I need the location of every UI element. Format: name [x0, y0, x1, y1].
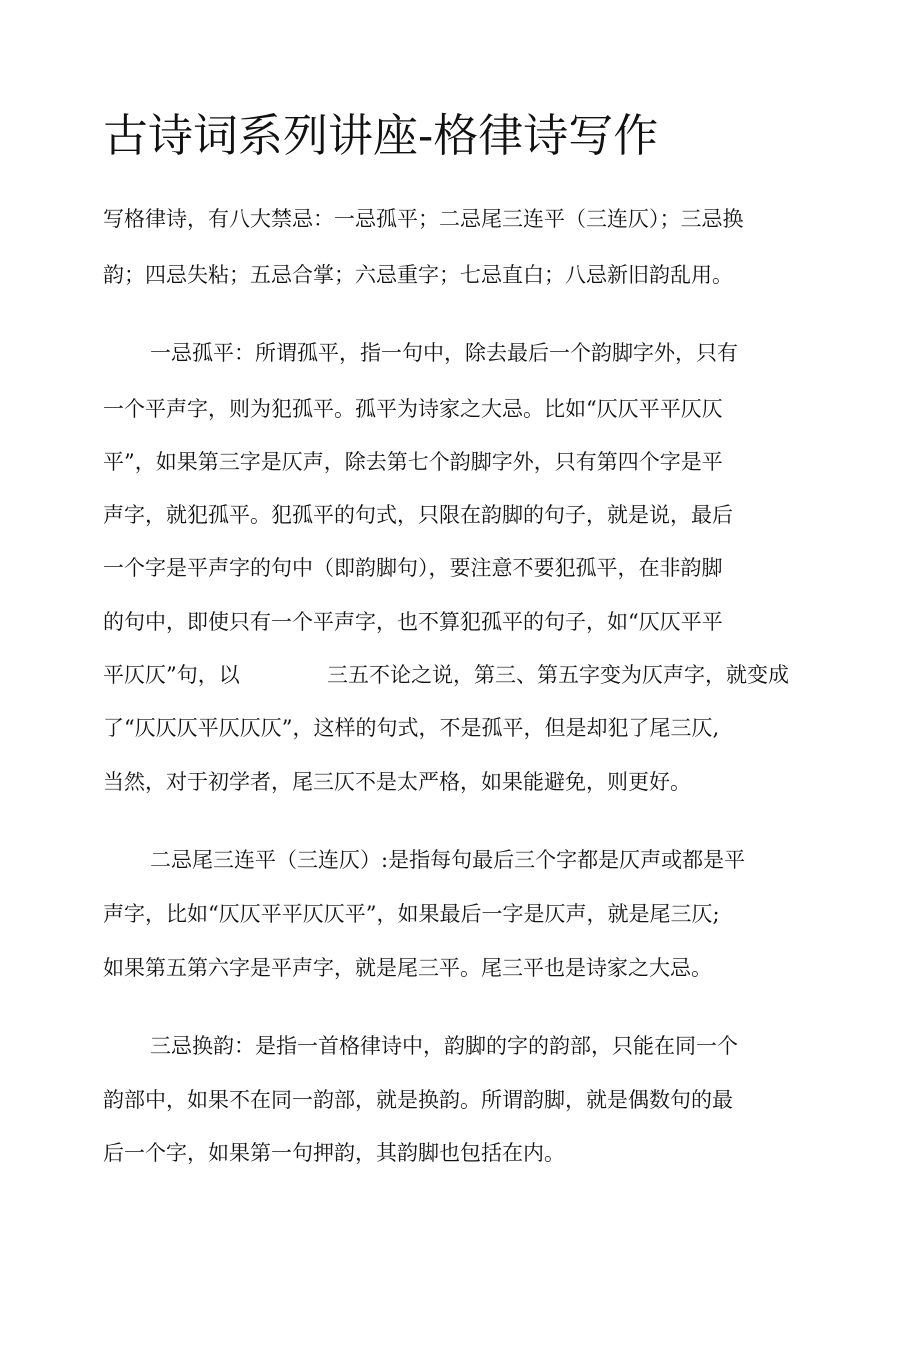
section3-line-2: 韵部中，如果不在同一韵部，就是换韵。所谓韵脚，就是偶数句的最 — [103, 1088, 733, 1112]
section1-line-7a: 平仄仄”句，以 — [103, 663, 240, 687]
section1-line-4: 声字，就犯孤平。犯孤平的句式，只限在韵脚的句子，就是说，最后 — [103, 503, 733, 527]
section1-line-6: 的句中，即使只有一个平声字，也不算犯孤平的句子，如“仄仄平平 — [103, 610, 723, 634]
section3-line-3: 后一个字，如果第一句押韵，其韵脚也包括在内。 — [103, 1141, 565, 1165]
section1-line-9: 当然，对于初学者，尾三仄不是太严格，如果能避免，则更好。 — [103, 770, 691, 794]
section2-line-1: 二忌尾三连平（三连仄）:是指每句最后三个字都是仄声或都是平 — [150, 848, 746, 872]
section1-line-7b: 三五不论之说，第三、第五字变为仄声字，就变成 — [327, 663, 789, 687]
intro-line-1: 写格律诗，有八大禁忌：一忌孤平；二忌尾三连平（三连仄）；三忌换 — [103, 207, 744, 231]
section1-line-8: 了“仄仄仄平仄仄仄”，这样的句式，不是孤平，但是却犯了尾三仄, — [103, 716, 720, 740]
section1-line-5: 一个字是平声字的句中（即韵脚句），要注意不要犯孤平，在非韵脚 — [103, 556, 723, 580]
section3-line-1: 三忌换韵：是指一首格律诗中，韵脚的字的韵部，只能在同一个 — [150, 1034, 738, 1058]
section1-line-3: 平”，如果第三字是仄声，除去第七个韵脚字外，只有第四个字是平 — [103, 450, 723, 474]
section1-line-1: 一忌孤平：所谓孤平，指一句中，除去最后一个韵脚字外，只有 — [150, 341, 738, 365]
page-title: 古诗词系列讲座-格律诗写作 — [103, 109, 659, 162]
section2-line-2: 声字，比如“仄仄平平仄仄平”，如果最后一字是仄声，就是尾三仄; — [103, 902, 720, 926]
section2-line-3: 如果第五第六字是平声字，就是尾三平。尾三平也是诗家之大忌。 — [103, 956, 712, 980]
section1-line-2: 一个平声字，则为犯孤平。孤平为诗家之大忌。比如“仄仄平平仄仄 — [103, 397, 723, 421]
intro-line-2: 韵；四忌失粘；五忌合掌；六忌重字；七忌直白；八忌新旧韵乱用。 — [103, 263, 733, 287]
